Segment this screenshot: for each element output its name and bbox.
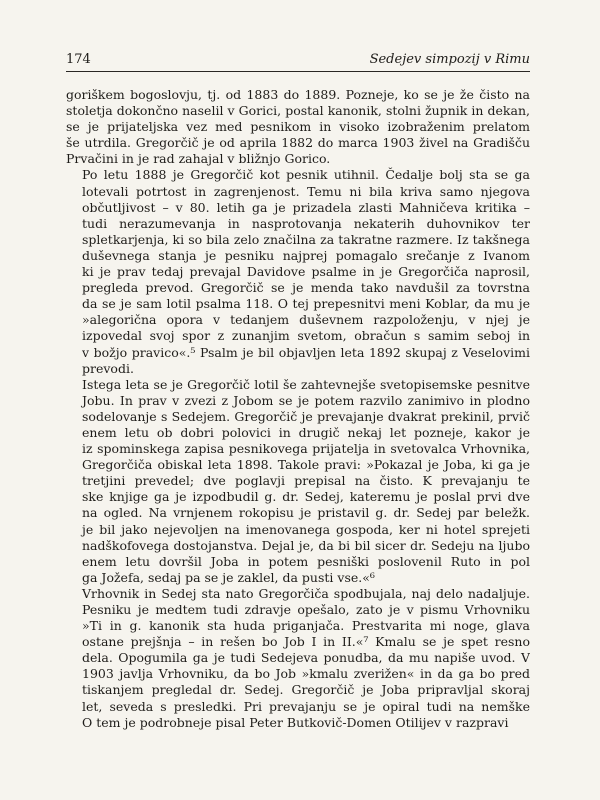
paragraph <box>66 586 530 731</box>
running-title: Sedejev simpozij v Rimu <box>369 52 530 67</box>
page-header <box>66 52 530 72</box>
text-line: Prvačini in je rad zahajal v bližnjo Gorico. <box>66 151 331 167</box>
text-line: duševnega stanja je pesniku najprej pomagalo srečanje z Ivanom <box>82 247 530 263</box>
text-line: pregleda prevod. Gregorčič se je menda tako navdušil za tovrstna <box>82 280 530 296</box>
text-line: goriškem bogoslovju, tj. od 1883 do 1889. Pozneje, ko se je že čisto na <box>66 87 530 102</box>
text-line: 1903 javlja Vrhovniku, da bo Job »kmalu zverižen« in da ga bo pred <box>82 666 530 682</box>
paragraph <box>66 377 530 586</box>
text-line: tudi nerazumevanja in nasprotovanja nekaterih duhovnikov ter <box>82 215 530 231</box>
text-line: O tem je podrobneje pisal Peter Butkovič-Domen Otilijev v razpravi <box>82 714 509 730</box>
text-line: se je prijateljska vez med pesnikom in visoko izobraženim prelatom <box>66 119 530 135</box>
text-line: občutljivost – v 80. letih ga je prizadela zlasti Mahničeva kritika – <box>82 199 530 215</box>
text-line: nadškofovega dostojanstva. Dejal je, da bi bil sicer dr. Sedeju na ljubo <box>82 537 530 553</box>
text-line: enem letu dovršil Joba in potem pesniški poslovenil Ruto in pol <box>82 553 530 569</box>
text-line: Pesniku je medtem tudi zdravje opešalo, zato je v pismu Vrhovniku <box>82 602 530 617</box>
text-line: lotevali potrtost in zagrenjenost. Temu ni bila kriva samo njegova <box>82 183 530 199</box>
text-line: ki je prav tedaj prevajal Davidove psalme in je Gregorčiča naprosil, <box>82 264 530 280</box>
text-line: ske knjige ga je izpodbudil g. dr. Sedej, kateremu je poslal prvi dve <box>82 489 530 505</box>
text-line: Vrhovnik in Sedej sta nato Gregorčiča spodbujala, naj delo nadaljuje. <box>82 585 530 601</box>
header-rule <box>66 71 530 72</box>
text-line: tiskanjem pregledal dr. Sedej. Gregorčič je Joba pripravljal skoraj <box>82 682 530 698</box>
text-line: iz spominskega zapisa pesnikovega prijatelja in svetovalca Vrhovnika, <box>82 441 530 457</box>
text-line: tretjini prevedel; dve poglavji prepisal na čisto. K prevajanju te <box>82 473 530 489</box>
text-line: Po letu 1888 je Gregorčič kot pesnik utihnil. Čedalje bolj sta se ga <box>82 167 530 183</box>
text-line: enem letu ob dobri polovici in drugič nekaj let pozneje, kakor je <box>82 424 530 440</box>
text-line: v božjo pravico«.⁵ Psalm je bil objavljen leta 1892 skupaj z Veselovimi <box>82 344 530 360</box>
text-line: Jobu. In prav v zvezi z Jobom se je potem razvilo zanimivo in plodno <box>82 392 530 408</box>
text-line: ostane prejšnja – in rešen bo Job I in II.«⁷ Kmalu se je spet resno <box>82 634 530 650</box>
text-line: dela. Opogumila ga je tudi Sedejeva ponudba, da mu napiše uvod. V <box>82 650 530 666</box>
text-line: »alegorična opora v tedanjem duševnem razpoloženju, v njej je <box>82 312 530 328</box>
text-line: let, seveda s presledki. Pri prevajanju se je opiral tudi na nemške <box>82 698 530 714</box>
text-line: spletkarjenja, ki so bila zelo značilna za takratne razmere. Iz takšnega <box>82 231 530 247</box>
text-line: še utrdila. Gregorčič je od aprila 1882 do marca 1903 živel na Gradišču <box>66 135 530 151</box>
text-line: stoletja dokončno naselil v Gorici, postal kanonik, stolni župnik in dekan, <box>66 103 530 119</box>
text-line: je bil jako nejevoljen na imenovanega gospoda, ker ni hotel sprejeti <box>82 521 530 537</box>
text-line: izpovedal svoj spor z zunanjim svetom, obračun s samim seboj in <box>82 328 530 344</box>
page-number: 174 <box>66 52 91 67</box>
body-text <box>66 87 530 731</box>
text-line: ga Jožefa, sedaj pa se je zaklel, da pusti vse.«⁶ <box>82 569 375 585</box>
text-line: prevodi. <box>82 360 134 376</box>
text-line: sodelovanje s Sedejem. Gregorčič je prevajanje dvakrat prekinil, prvič <box>82 408 530 424</box>
text-line: da se je sam lotil psalma 118. O tej prepesnitvi meni Koblar, da mu je <box>82 296 530 312</box>
paragraph <box>66 87 530 167</box>
text-line: na ogled. Na vrnjenem rokopisu je pristavil g. dr. Sedej par beležk. <box>82 505 530 521</box>
text-line: Gregorčiča obiskal leta 1898. Takole pravi: »Pokazal je Joba, ki ga je <box>82 457 530 473</box>
text-line: »Ti in g. kanonik sta huda priganjača. Prestvarita mi noge, glava <box>82 618 530 634</box>
paragraph <box>66 167 530 376</box>
text-line: Istega leta se je Gregorčič lotil še zahtevnejše svetopisemske pesnitve <box>82 376 530 392</box>
